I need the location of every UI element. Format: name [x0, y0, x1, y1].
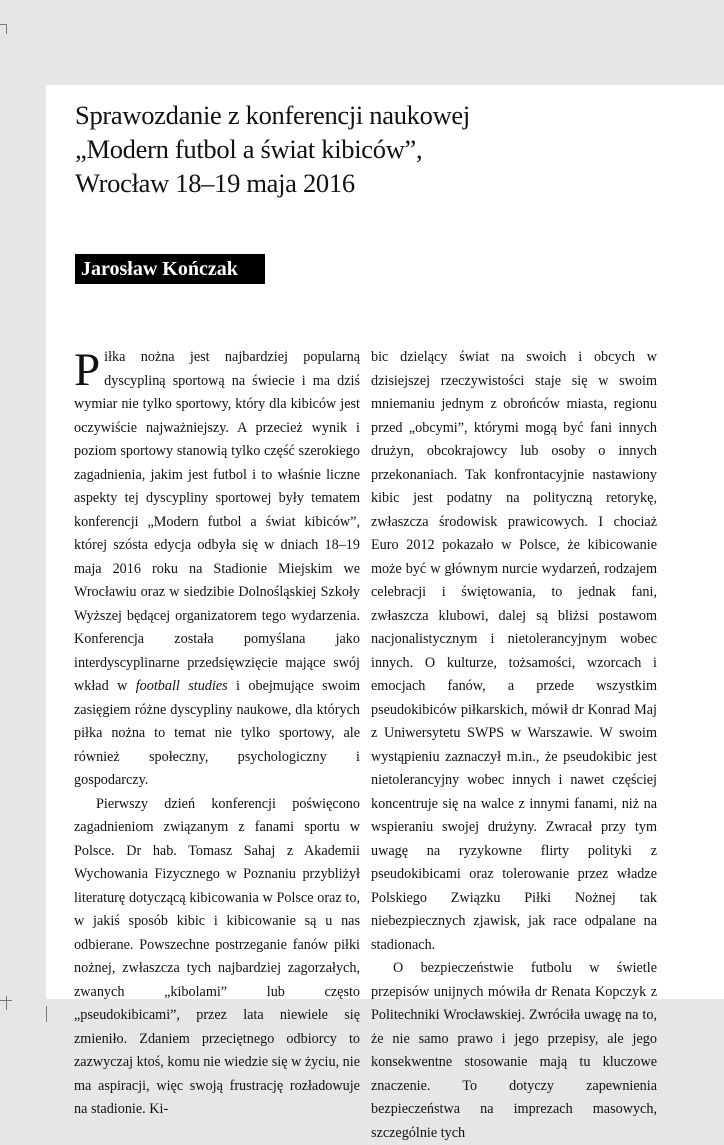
- text-column-right: [371, 346, 657, 1145]
- document-page: [46, 85, 724, 1141]
- paragraph-text: iłka nożna jest najbardziej popularną dyscypliną sportową na świecie i ma dziś wymiar nie tylko sportowy, który dla kibiców jest oczywiście najważniejszy. A przecież wynik i poziom sportowy stanowią tylko część szerokiego zagadnienia, jakim jest futbol i to właśnie liczne aspekty tej dyscypliny sportowej były tematem konferencji „Modern futbol a świat kibiców”, której szósta edycja odbyła się w dniach 18–19 maja 2016 roku na Stadionie Miejskim we Wrocławiu oraz w siedzibie Dolnośląskiej Szkoły Wyższej będącej organizatorem tego wydarzenia. Konferencja została pomyślana jako interdyscyplinarne przedsięwzięcie mające swój wkład w: [74, 349, 360, 694]
- paragraph-text: i obejmujące swoim zasięgiem różne dyscypliny naukowe, dla których piłka nożna to temat nie tylko sportowy, ale również społeczny, psychologiczny i gospodarczy.: [74, 678, 360, 788]
- title-line: „Modern futbol a świat kibiców”,: [75, 134, 423, 164]
- text-column-left: [74, 346, 360, 1122]
- crop-mark: [46, 1006, 47, 1022]
- author-name: Jarosław Kończak: [75, 254, 265, 284]
- crop-mark: [0, 24, 6, 25]
- paragraph: Pierwszy dzień konferencji poświęcono zagadnieniom związanym z fanami sportu w Polsce. Dr hab. Tomasz Sahaj z Akademii Wychowania Fizycznego w Poznaniu przybliżył literaturę dotyczącą kibicowania w Polsce oraz to, w jakiś sposób kibic i kibicowanie są u nas odbierane. Powszechne postrzeganie fanów piłki nożnej, zwłaszcza tych najbardziej zagorzałych, zwanych „kibolami” lub często „pseudokibicami”, przez lata niewiele się zmieniło. Zdaniem przeciętnego odbiorcy to zazwyczaj ktoś, komu nie wiedzie się w życiu, nie ma aspiracji, więc swoją frustrację rozładowuje na stadionie. Ki-: [74, 795, 361, 1117]
- crop-mark: [6, 24, 7, 34]
- drop-cap: P: [74, 344, 101, 396]
- article-title: [75, 98, 675, 200]
- title-line: Wrocław 18–19 maja 2016: [75, 168, 355, 198]
- crop-mark: [6, 996, 7, 1010]
- title-line: Sprawozdanie z konferencji naukowej: [75, 100, 470, 130]
- paragraph: [74, 346, 360, 793]
- paragraph: O bezpieczeństwie futbolu w świetle przepisów unijnych mówiła dr Renata Kopczyk z Politechniki Wrocławskiej. Zwróciła uwagę na to, że nie samo prawo i jego przepisy, ale jego konsekwentne stosowanie mają tu kluczowe znaczenie. To dotyczy zapewnienia bezpieczeństwa na imprezach masowych, szczególnie tych: [371, 960, 657, 1141]
- emphasis-text: football studies: [135, 678, 228, 694]
- crop-mark: [0, 1000, 12, 1001]
- paragraph: bic dzielący świat na swoich i obcych w dzisiejszej rzeczywistości staje się w swoim mniemaniu jednym z obrońców miasta, regionu przed „obcymi”, którymi mogą być fani innych drużyn, obcokrajowcy lub osoby o innych przekonaniach. Tak konfrontacyjnie nastawiony kibic jest podatny na polityczną retorykę, zwłaszcza środowisk prawicowych. I chociaż Euro 2012 pokazało w Polsce, że kibicowanie może być w głównym nurcie wydarzeń, rodzajem celebracji i świętowania, to jednak fani, zwłaszcza klubowi, dalej są bliżsi postawom nacjonalistycznym i nietolerancyjnym wobec innych. O kulturze, tożsamości, wzorcach i emocjach fanów, a przede wszystkim pseudokibiców piłkarskich, mówił dr Konrad Maj z Uniwersytetu SWPS w Warszawie. W swoim wystąpieniu zaznaczył m.in., że pseudokibic jest nietolerancyjny wobec innych i nawet częściej koncentruje się na walce z innymi fanami, niż na wspieraniu swojej drużyny. Zwracał przy tym uwagę na ryzykowne flirty polityki z pseudokibicami oraz tolerowanie przez władze Polskiego Związku Piłki Nożnej tak niebezpiecznych zjawisk, jak race odpalane na stadionach.: [371, 349, 657, 953]
